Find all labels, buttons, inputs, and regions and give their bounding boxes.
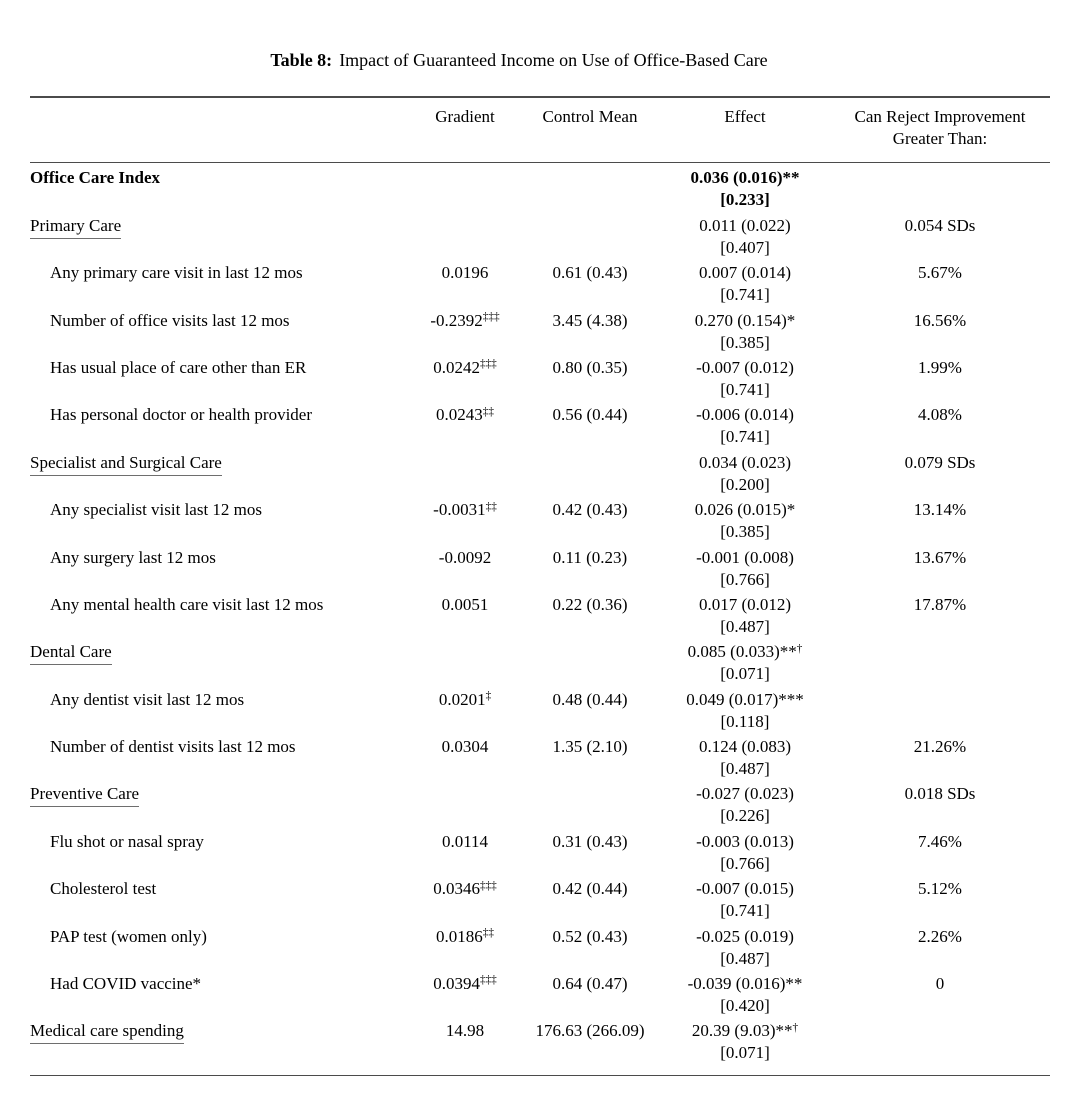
effect-cell: [660, 736, 830, 780]
row-label-cell: [30, 973, 410, 995]
effect-cell: [660, 878, 830, 922]
effect-cell: [660, 215, 830, 259]
effect-number: 0.007 (0.014): [698, 263, 792, 283]
effect-cell: [660, 1020, 830, 1064]
gradient-number: 0.0186: [436, 926, 483, 946]
effect-value: [660, 641, 830, 663]
effect-qvalue: [0.420]: [720, 996, 770, 1016]
gradient-value: [410, 926, 520, 948]
table-row: [30, 167, 1050, 211]
row-label: Any specialist visit last 12 mos: [50, 500, 263, 520]
row-label-cell: [30, 1020, 410, 1044]
row-label-cell: [30, 262, 410, 284]
can-reject-value: 0.079 SDs: [904, 452, 976, 472]
effect-cell: [660, 547, 830, 591]
gradient-value: [410, 547, 520, 569]
effect-qvalue: [0.487]: [720, 616, 770, 636]
gradient-number: 0.0051: [441, 594, 489, 614]
row-label-cell: [30, 547, 410, 569]
table-body: [30, 163, 1050, 1074]
effect-number: 0.036 (0.016)**: [690, 168, 800, 188]
effect-number: 0.049 (0.017)***: [686, 689, 804, 709]
table-row: [30, 1020, 1050, 1064]
row-label-cell: [30, 831, 410, 853]
effect-qvalue: [0.226]: [720, 806, 770, 826]
effect-number: -0.039 (0.016)**: [687, 974, 803, 994]
control-mean-value: 0.80 (0.35): [552, 357, 628, 377]
row-label-cell: [30, 878, 410, 900]
table-row: [30, 783, 1050, 827]
can-reject-value: 17.87%: [913, 594, 967, 614]
gradient-significance-daggers: ‡‡: [482, 405, 494, 418]
can-reject-value: 5.67%: [918, 263, 962, 283]
effect-cell: [660, 973, 830, 1017]
effect-number: 20.39 (9.03)**: [691, 1021, 793, 1041]
row-label: Any surgery last 12 mos: [50, 547, 216, 567]
table-caption-label: Table 8:: [270, 50, 333, 70]
table-row: [30, 404, 1050, 448]
control-mean-value: 0.31 (0.43): [552, 831, 628, 851]
can-reject-value: 0.054 SDs: [904, 215, 976, 235]
effect-value: [660, 736, 830, 758]
effect-value: [660, 310, 830, 332]
effect-qvalue: [0.385]: [720, 332, 770, 352]
gradient-value: [410, 736, 520, 758]
can-reject-value: 1.99%: [918, 357, 962, 377]
gradient-number: -0.2392: [430, 310, 483, 330]
table-header-row: [30, 98, 1050, 162]
row-label: Had COVID vaccine*: [50, 974, 202, 994]
gradient-significance-daggers: ‡‡‡: [482, 310, 500, 323]
row-label: Dental Care: [30, 642, 112, 665]
effect-value: [660, 783, 830, 805]
table-caption: [0, 0, 1059, 73]
effect-value: [660, 452, 830, 474]
table-row: [30, 215, 1050, 259]
gradient-significance-daggers: ‡‡‡: [479, 879, 497, 892]
control-mean-value: 0.48 (0.44): [552, 689, 628, 709]
row-label-cell: [30, 404, 410, 426]
row-label: Number of dentist visits last 12 mos: [50, 737, 296, 757]
effect-value: [660, 1020, 830, 1042]
row-label: Any mental health care visit last 12 mos: [50, 594, 324, 614]
gradient-number: -0.0092: [438, 547, 492, 567]
effect-number: 0.124 (0.083): [698, 737, 792, 757]
control-mean-value: 0.42 (0.43): [552, 500, 628, 520]
gradient-significance-daggers: ‡‡: [485, 500, 497, 513]
effect-cell: [660, 404, 830, 448]
effect-cell: [660, 499, 830, 543]
can-reject-value: 7.46%: [918, 831, 962, 851]
column-header-can-reject: [830, 106, 1050, 150]
effect-number: -0.007 (0.015): [696, 879, 794, 899]
table-bottom-rule: [30, 1075, 1050, 1077]
row-label: Preventive Care: [30, 784, 139, 807]
gradient-value: [410, 973, 520, 995]
row-label-cell: [30, 357, 410, 379]
column-header-effect: Effect: [724, 106, 766, 126]
gradient-significance-daggers: ‡‡: [482, 927, 494, 940]
effect-number: -0.001 (0.008): [696, 547, 794, 567]
control-mean-value: 176.63 (266.09): [535, 1021, 645, 1041]
can-reject-value: 0: [935, 974, 945, 994]
row-label: Has personal doctor or health provider: [50, 405, 312, 425]
results-table: [30, 96, 1050, 1076]
table-row: [30, 641, 1050, 685]
effect-cell: [660, 689, 830, 733]
column-header-can-reject-line1: Can Reject Improvement: [854, 106, 1026, 126]
effect-value: [660, 499, 830, 521]
effect-value: [660, 167, 830, 189]
effect-number: -0.025 (0.019): [696, 926, 794, 946]
table-row: [30, 262, 1050, 306]
effect-qvalue: [0.766]: [720, 569, 770, 589]
row-label: Medical care spending: [30, 1021, 184, 1044]
effect-value: [660, 926, 830, 948]
effect-value: [660, 262, 830, 284]
can-reject-value: 2.26%: [918, 926, 962, 946]
control-mean-value: 0.42 (0.44): [552, 879, 628, 899]
gradient-significance-daggers: ‡‡‡: [479, 358, 497, 371]
row-label: Any dentist visit last 12 mos: [50, 689, 245, 709]
gradient-value: [410, 1020, 520, 1042]
effect-qvalue: [0.071]: [720, 1043, 770, 1063]
row-label-cell: [30, 689, 410, 711]
table-caption-title: Impact of Guaranteed Income on Use of Office-Based Care: [339, 50, 768, 70]
row-label-cell: [30, 926, 410, 948]
row-label: Flu shot or nasal spray: [50, 831, 204, 851]
effect-qvalue: [0.407]: [720, 237, 770, 257]
effect-cell: [660, 262, 830, 306]
table-row: [30, 594, 1050, 638]
effect-value: [660, 215, 830, 237]
gradient-number: 0.0243: [436, 405, 483, 425]
effect-cell: [660, 310, 830, 354]
can-reject-value: 5.12%: [918, 879, 962, 899]
effect-number: -0.007 (0.012): [696, 357, 794, 377]
control-mean-value: 0.52 (0.43): [552, 926, 628, 946]
effect-value: [660, 357, 830, 379]
table-row: [30, 689, 1050, 733]
effect-cell: [660, 641, 830, 685]
table-row: [30, 310, 1050, 354]
effect-value: [660, 973, 830, 995]
table-row: [30, 357, 1050, 401]
effect-qvalue: [0.741]: [720, 379, 770, 399]
table-row: [30, 452, 1050, 496]
gradient-value: [410, 689, 520, 711]
effect-number: 0.017 (0.012): [698, 594, 792, 614]
row-label-cell: [30, 499, 410, 521]
can-reject-value: 4.08%: [918, 405, 962, 425]
effect-value: [660, 594, 830, 616]
effect-qvalue: [0.385]: [720, 522, 770, 542]
row-label: Office Care Index: [30, 168, 160, 188]
can-reject-value: 21.26%: [913, 737, 967, 757]
effect-qvalue: [0.487]: [720, 759, 770, 779]
row-label: Cholesterol test: [50, 879, 157, 899]
table-row: [30, 499, 1050, 543]
row-label-cell: [30, 594, 410, 616]
effect-cell: [660, 452, 830, 496]
effect-number: 0.034 (0.023): [698, 452, 792, 472]
column-header-control-mean: Control Mean: [542, 106, 638, 126]
row-label: Number of office visits last 12 mos: [50, 310, 290, 330]
row-label: Primary Care: [30, 216, 121, 239]
effect-cell: [660, 167, 830, 211]
can-reject-value: 16.56%: [913, 310, 967, 330]
table-row: [30, 736, 1050, 780]
column-header-gradient: Gradient: [435, 106, 495, 126]
gradient-number: 0.0242: [433, 357, 480, 377]
row-label-cell: [30, 783, 410, 807]
effect-cell: [660, 926, 830, 970]
effect-number: 0.011 (0.022): [699, 215, 791, 235]
gradient-number: -0.0031: [433, 500, 486, 520]
row-label: Any primary care visit in last 12 mos: [50, 263, 303, 283]
row-label-cell: [30, 310, 410, 332]
gradient-number: 0.0201: [438, 689, 486, 709]
effect-dagger: †: [792, 1021, 799, 1034]
control-mean-value: 0.64 (0.47): [552, 974, 628, 994]
effect-number: -0.027 (0.023): [696, 784, 794, 804]
effect-number: 0.270 (0.154)*: [694, 310, 796, 330]
gradient-value: [410, 404, 520, 426]
effect-qvalue: [0.118]: [720, 711, 770, 731]
row-label: Has usual place of care other than ER: [50, 357, 307, 377]
effect-value: [660, 831, 830, 853]
control-mean-value: 0.56 (0.44): [552, 405, 628, 425]
control-mean-value: 0.11 (0.23): [552, 547, 628, 567]
effect-qvalue: [0.200]: [720, 474, 770, 494]
gradient-significance-daggers: ‡: [485, 690, 492, 703]
gradient-value: [410, 310, 520, 332]
gradient-significance-daggers: ‡‡‡: [479, 974, 497, 987]
control-mean-value: 0.22 (0.36): [552, 594, 628, 614]
gradient-value: [410, 878, 520, 900]
effect-number: -0.003 (0.013): [696, 831, 794, 851]
gradient-value: [410, 357, 520, 379]
gradient-number: 0.0114: [441, 831, 489, 851]
effect-qvalue: [0.233]: [720, 190, 770, 210]
can-reject-value: 13.14%: [913, 500, 967, 520]
table-row: [30, 973, 1050, 1017]
row-label-cell: [30, 736, 410, 758]
can-reject-value: 13.67%: [913, 547, 967, 567]
row-label-cell: [30, 215, 410, 239]
effect-cell: [660, 594, 830, 638]
gradient-value: [410, 499, 520, 521]
gradient-number: 0.0196: [441, 263, 489, 283]
effect-value: [660, 547, 830, 569]
can-reject-value: 0.018 SDs: [904, 784, 976, 804]
effect-qvalue: [0.741]: [720, 427, 770, 447]
effect-cell: [660, 357, 830, 401]
gradient-value: [410, 262, 520, 284]
control-mean-value: 3.45 (4.38): [552, 310, 628, 330]
gradient-number: 0.0346: [433, 879, 480, 899]
effect-cell: [660, 783, 830, 827]
row-label: Specialist and Surgical Care: [30, 453, 222, 476]
table-row: [30, 878, 1050, 922]
row-label-cell: [30, 167, 410, 189]
gradient-number: 0.0394: [433, 974, 480, 994]
effect-number: -0.006 (0.014): [696, 405, 794, 425]
row-label-cell: [30, 641, 410, 665]
gradient-number: 0.0304: [441, 737, 489, 757]
effect-number: 0.026 (0.015)*: [694, 500, 796, 520]
effect-qvalue: [0.741]: [720, 901, 770, 921]
column-header-can-reject-line2: Greater Than:: [892, 128, 988, 148]
effect-qvalue: [0.741]: [720, 285, 770, 305]
gradient-value: [410, 594, 520, 616]
control-mean-value: 0.61 (0.43): [552, 263, 628, 283]
effect-qvalue: [0.487]: [720, 948, 770, 968]
effect-value: [660, 878, 830, 900]
row-label: PAP test (women only): [50, 926, 207, 946]
table-row: [30, 926, 1050, 970]
effect-value: [660, 689, 830, 711]
control-mean-value: 1.35 (2.10): [552, 737, 628, 757]
effect-cell: [660, 831, 830, 875]
gradient-value: [410, 831, 520, 853]
table-row: [30, 547, 1050, 591]
effect-value: [660, 404, 830, 426]
effect-qvalue: [0.766]: [720, 853, 770, 873]
effect-qvalue: [0.071]: [720, 664, 770, 684]
effect-number: 0.085 (0.033)**: [687, 642, 797, 662]
effect-dagger: †: [796, 642, 803, 655]
gradient-number: 14.98: [445, 1021, 485, 1041]
row-label-cell: [30, 452, 410, 476]
table-row: [30, 831, 1050, 875]
